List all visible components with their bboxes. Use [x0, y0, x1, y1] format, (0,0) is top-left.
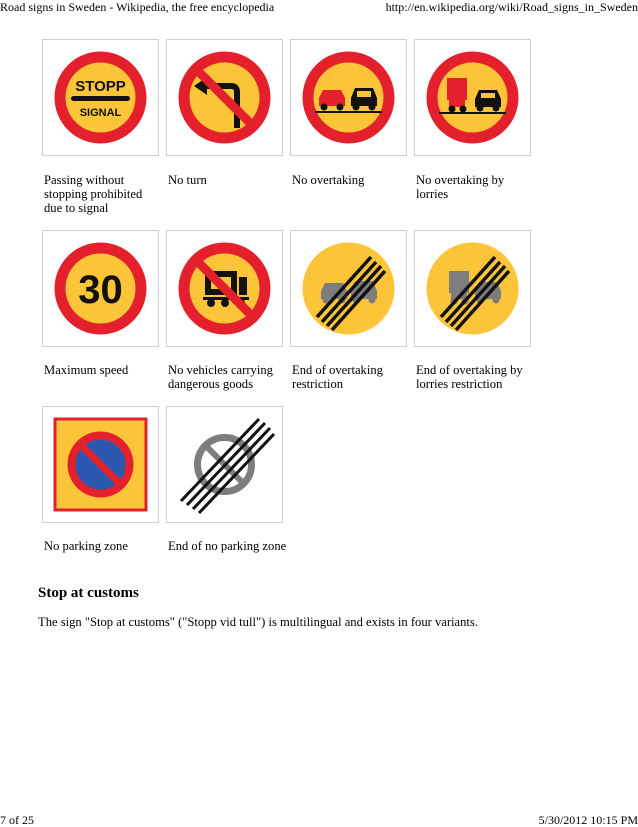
print-footer-datetime: 5/30/2012 10:15 PM	[538, 813, 638, 827]
sign-thumbnail-no-dangerous-goods[interactable]	[166, 230, 283, 347]
print-header-title: Road signs in Sweden - Wikipedia, the free encyclopedia	[0, 0, 275, 14]
sign-thumbnail-no-overtaking[interactable]	[290, 39, 407, 156]
sign-caption: Passing without stopping prohibited due to signal	[44, 173, 143, 215]
maximum-speed-sign-icon	[43, 231, 158, 346]
speed-limit-value: 30	[78, 268, 123, 312]
sign-caption: End of no parking zone	[168, 539, 287, 553]
sign-caption: End of overtaking by lorries restriction	[416, 363, 523, 391]
sign-caption: Maximum speed	[44, 363, 129, 377]
sign-caption: No overtaking by lorries	[416, 173, 505, 201]
sign-thumbnail-no-overtaking-lorries[interactable]	[414, 39, 531, 156]
end-overtaking-lorries-sign-icon	[415, 231, 530, 346]
print-footer-page: 7 of 25	[0, 813, 34, 827]
sign-thumbnail-end-overtaking-lorries[interactable]	[414, 230, 531, 347]
section-heading: Stop at customs	[38, 585, 139, 601]
print-header-url: http://en.wikipedia.org/wiki/Road_signs_in_Sweden	[385, 0, 638, 14]
sign-caption: No turn	[168, 173, 207, 187]
sign-caption: End of overtaking restriction	[292, 363, 383, 391]
sign-thumbnail-maximum-speed[interactable]	[42, 230, 159, 347]
sign-thumbnail-stopp-signal[interactable]	[42, 39, 159, 156]
end-overtaking-sign-icon	[291, 231, 406, 346]
sign-thumbnail-no-turn[interactable]	[166, 39, 283, 156]
no-overtaking-lorries-sign-icon	[415, 40, 530, 155]
sign-thumbnail-end-no-parking-zone[interactable]	[166, 406, 283, 523]
stopp-signal-sign-icon	[43, 40, 158, 155]
sign-text-stopp: STOPP	[75, 78, 126, 95]
sign-caption: No parking zone	[44, 539, 128, 553]
sign-thumbnail-no-parking-zone[interactable]	[42, 406, 159, 523]
no-dangerous-goods-sign-icon	[167, 231, 282, 346]
sign-caption: No overtaking	[292, 173, 365, 187]
no-turn-sign-icon	[167, 40, 282, 155]
no-parking-zone-sign-icon	[43, 407, 158, 522]
sign-text-signal: SIGNAL	[79, 107, 122, 119]
sign-thumbnail-end-overtaking[interactable]	[290, 230, 407, 347]
no-overtaking-sign-icon	[291, 40, 406, 155]
sign-caption: No vehicles carrying dangerous goods	[168, 363, 273, 391]
section-paragraph: The sign "Stop at customs" ("Stopp vid tull") is multilingual and exists in four variants.	[38, 615, 478, 629]
end-no-parking-zone-sign-icon	[167, 407, 282, 522]
